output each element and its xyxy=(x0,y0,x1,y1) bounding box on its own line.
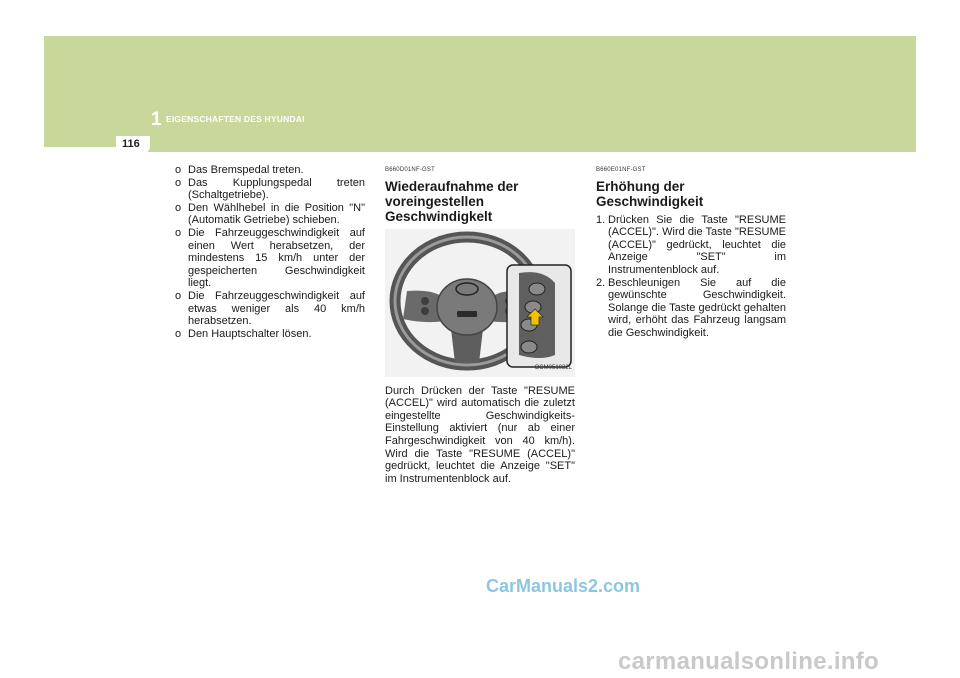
numbered-item xyxy=(596,214,786,277)
section-code: B660D01NF-GST xyxy=(385,167,435,173)
steering-wheel-icon xyxy=(385,229,575,377)
list-item-text: Den Hauptschalter lösen. xyxy=(188,327,312,340)
list-item-text: Das Bremspedal treten. xyxy=(188,164,304,176)
column-left xyxy=(175,164,365,340)
list-item-text: Den Wählhebel in die Position "N" (Automatik Getriebe) schieben. xyxy=(188,201,365,227)
item-number: 2. xyxy=(596,276,606,289)
section-code: B660E01NF-GST xyxy=(596,167,646,173)
bullet-mark: o xyxy=(175,226,182,239)
list-item xyxy=(175,227,365,290)
list-item xyxy=(175,328,365,341)
chapter-number: 1 xyxy=(151,109,162,130)
list-item xyxy=(175,290,365,328)
list-item xyxy=(175,177,365,202)
bullet-mark: o xyxy=(175,289,182,302)
bullet-mark: o xyxy=(175,201,182,214)
chapter-title: EIGENSCHAFTEN DES HYUNDAI xyxy=(166,114,305,124)
page-tab xyxy=(116,136,916,152)
column-right xyxy=(596,164,786,340)
page-number: 116 xyxy=(122,138,140,150)
list-item-text: Die Fahrzeuggeschwindigkeit auf einen Wert herabsetzen, der mindestens 15 km/h unter der gespeicherten Geschwindigkeit liegt. xyxy=(188,226,365,290)
column-middle xyxy=(385,164,575,485)
numbered-item xyxy=(596,277,786,340)
numbered-item-text: Beschleunigen Sie auf die gewünschte Geschwindigkeit. Solange die Taste gedrückt gehalten wird, erhöht das Fahrzeug langsam die Geschwindigkeit. xyxy=(608,276,786,339)
bullet-mark: o xyxy=(175,176,182,189)
steering-wheel-illustration xyxy=(385,229,575,377)
list-item-text: Die Fahrzeuggeschwindigkeit auf etwas weniger als 40 km/h herabsetzen. xyxy=(188,289,365,328)
body-paragraph: Durch Drücken der Taste "RESUME (ACCEL)" wird automatisch die zuletzt eingestellte Geschwindigkeits-Einstellung aktiviert (nur ab einer Fahrgeschwindigkeit von 40 km/h). Wird die Taste "RESUME (ACCEL)" gedrückt, leuchtet die Anzeige "SET" im Instrumentenblock auf. xyxy=(385,384,575,485)
header-band xyxy=(44,36,916,147)
bullet-mark: o xyxy=(175,327,182,340)
list-item-text: Das Kupplungspedal treten (Schaltgetriebe). xyxy=(188,176,365,202)
bullet-mark: o xyxy=(175,164,182,176)
section-heading: Erhöhung der Geschwindigkeit xyxy=(596,178,704,209)
list-item xyxy=(175,164,365,177)
image-caption: OCM051032L xyxy=(534,365,572,371)
list-item xyxy=(175,202,365,227)
item-number: 1. xyxy=(596,213,606,226)
numbered-item-text: Drücken Sie die Taste "RESUME (ACCEL)". Wird die Taste "RESUME (ACCEL)" gedrückt, leuchtet die Anzeige "SET" im Instrumentenblock auf. xyxy=(608,213,786,276)
section-heading: Wiederaufnahme der voreingestellen Geschwindigkelt xyxy=(385,178,519,224)
watermark-link[interactable]: CarManuals2.com xyxy=(486,576,641,596)
watermark-text: carmanualsonline.info xyxy=(618,648,880,675)
